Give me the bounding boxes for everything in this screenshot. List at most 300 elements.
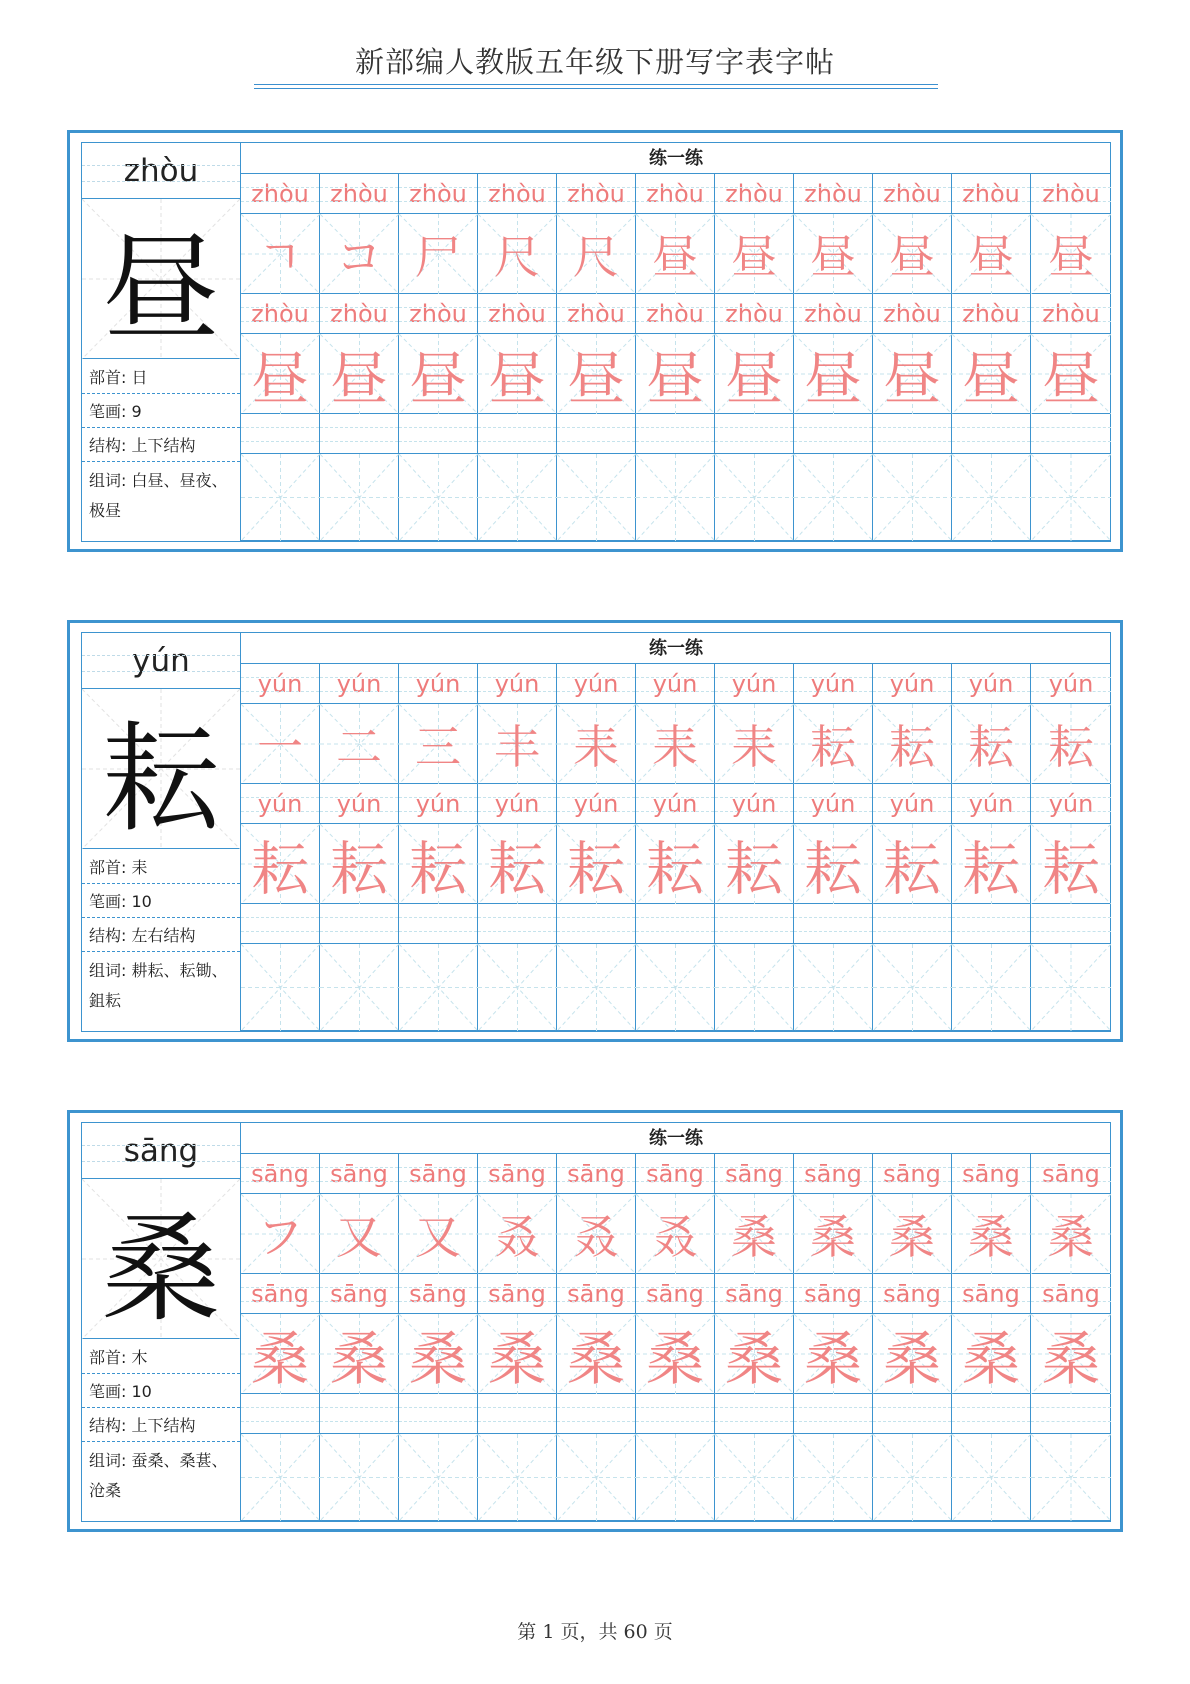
pinyin-practice-cell[interactable]: yún [794,664,873,704]
blank-writing-cell[interactable] [1031,454,1111,541]
pinyin-practice-cell[interactable]: sāng [241,1154,320,1194]
blank-writing-cell[interactable] [320,1434,399,1521]
blank-writing-cell[interactable] [399,1434,478,1521]
blank-pinyin-cell[interactable] [557,1394,636,1434]
blank-pinyin-cell[interactable] [873,904,952,944]
blank-pinyin-cell[interactable] [636,904,715,944]
pinyin-practice-cell[interactable]: yún [241,784,320,824]
pinyin-practice-cell[interactable]: yún [636,664,715,704]
main-char-box [82,199,240,359]
pinyin-practice-cell[interactable]: sāng [399,1274,478,1314]
pinyin-practice-cell[interactable]: yún [952,784,1031,824]
blank-writing-cell[interactable] [241,944,320,1031]
stroke-order-cell[interactable] [478,214,557,294]
blank-pinyin-cell[interactable] [794,904,873,944]
blank-writing-cell[interactable] [399,454,478,541]
trace-cell[interactable] [952,824,1031,904]
trace-cell[interactable] [320,824,399,904]
main-char: 昼 [101,220,220,358]
trace-char: 耘 [803,834,862,903]
trace-cell[interactable] [636,1314,715,1394]
pinyin-practice-cell[interactable]: sāng [873,1154,952,1194]
title-rule-top [254,84,938,85]
stroke-order-cell[interactable] [320,1194,399,1274]
stroke-order-cell[interactable] [557,1194,636,1274]
blank-writing-cell[interactable] [794,944,873,1031]
trace-cell[interactable] [1031,1314,1111,1394]
trace-char: 桑 [408,1324,467,1393]
blank-writing-cell[interactable] [715,1434,794,1521]
pinyin-practice-cell[interactable]: yún [241,664,320,704]
trace-char: 耘 [487,834,546,903]
pinyin-practice-cell[interactable]: zhòu [241,294,320,334]
stroke-order-cell[interactable] [794,214,873,294]
stroke-order-cell[interactable] [399,704,478,784]
pinyin-practice-cell[interactable]: yún [557,664,636,704]
rice-grid-guide [636,454,715,541]
stroke-order-cell[interactable] [952,1194,1031,1274]
pinyin-practice-cell[interactable]: yún [715,784,794,824]
rice-grid-guide [1031,1434,1111,1521]
blank-writing-cell[interactable] [320,944,399,1031]
blank-pinyin-cell[interactable] [1031,1394,1111,1434]
rice-grid-guide [478,454,557,541]
pinyin-practice-cell[interactable]: sāng [478,1274,557,1314]
rice-grid-guide [399,1434,478,1521]
pinyin-practice-cell[interactable]: yún [399,664,478,704]
trace-cell[interactable] [241,824,320,904]
stroke-step-char: 三 [415,719,461,774]
main-char: 耘 [101,710,220,848]
blank-pinyin-cell[interactable] [557,904,636,944]
pinyin-practice-cell[interactable]: sāng [320,1154,399,1194]
blank-writing-cell[interactable] [241,454,320,541]
stroke-order-cell[interactable] [873,1194,952,1274]
blank-writing-cell[interactable] [1031,944,1111,1031]
trace-char: 桑 [329,1324,388,1393]
stroke-step-char: 桑 [1048,1209,1094,1264]
blank-pinyin-cell[interactable] [636,1394,715,1434]
practice-header: 练一练 [241,1123,1111,1154]
pinyin-practice-cell[interactable]: zhòu [320,174,399,214]
stroke-order-cell[interactable] [636,704,715,784]
trace-char: 桑 [566,1324,625,1393]
pinyin-practice-cell[interactable]: yún [1031,664,1111,704]
pinyin-practice-cell[interactable]: zhòu [1031,174,1111,214]
stroke-step-char: 桑 [968,1209,1014,1264]
stroke-step-char: 桑 [810,1209,856,1264]
stroke-step-char: 叒 [573,1209,619,1264]
blank-pinyin-cell[interactable] [715,414,794,454]
trace-cell[interactable] [557,334,636,414]
pinyin-practice-cell[interactable]: zhòu [873,174,952,214]
pinyin-practice-cell[interactable]: sāng [715,1274,794,1314]
stroke-step-char: 耘 [1048,719,1094,774]
pinyin-practice-cell[interactable]: yún [478,784,557,824]
stroke-step-char: 尸 [415,229,461,284]
pinyin-practice-cell[interactable]: sāng [557,1274,636,1314]
word-examples: 组词: 蚕桑、桑葚、沧桑 [89,1451,228,1500]
pinyin-practice-cell[interactable]: sāng [399,1154,478,1194]
practice-header: 练一练 [241,143,1111,174]
blank-pinyin-cell[interactable] [478,414,557,454]
pinyin-practice-cell[interactable]: yún [873,664,952,704]
stroke-order-cell[interactable] [399,214,478,294]
stroke-order-cell[interactable] [715,214,794,294]
blank-writing-cell[interactable] [557,944,636,1031]
stroke-step-char: 耘 [810,719,856,774]
char-info-panel [82,633,241,1031]
structure-info: 结构: 上下结构 [82,1408,240,1442]
pinyin-practice-cell[interactable]: zhòu [715,174,794,214]
main-char-box [82,689,240,849]
pinyin-practice-cell[interactable]: sāng [636,1274,715,1314]
trace-cell[interactable] [399,334,478,414]
blank-pinyin-cell[interactable] [241,1394,320,1434]
blank-pinyin-cell[interactable] [320,1394,399,1434]
stroke-order-cell[interactable] [320,214,399,294]
stroke-order-cell[interactable] [241,214,320,294]
stroke-step-char: 又 [336,1209,382,1264]
blank-writing-cell[interactable] [241,1434,320,1521]
blank-writing-cell[interactable] [873,454,952,541]
stroke-step-char: 丰 [494,719,540,774]
blank-pinyin-cell[interactable] [241,414,320,454]
stroke-step-char: フ [257,1209,303,1264]
pinyin-practice-cell[interactable]: zhòu [241,174,320,214]
word-examples: 组词: 白昼、昼夜、极昼 [89,471,228,520]
blank-pinyin-cell[interactable] [794,414,873,454]
trace-char: 桑 [882,1324,941,1393]
trace-cell[interactable] [794,824,873,904]
trace-cell[interactable] [794,1314,873,1394]
trace-char: 昼 [329,344,388,413]
pinyin-practice-cell[interactable]: yún [557,784,636,824]
stroke-step-char: 桑 [889,1209,935,1264]
rice-grid-guide [557,1434,636,1521]
stroke-step-char: 又 [415,1209,461,1264]
practice-header: 练一练 [241,633,1111,664]
blank-writing-cell[interactable] [794,454,873,541]
pinyin-practice-cell[interactable]: yún [873,784,952,824]
pinyin-practice-cell[interactable]: sāng [952,1274,1031,1314]
blank-writing-cell[interactable] [478,454,557,541]
rice-grid-guide [715,454,794,541]
trace-cell[interactable] [399,824,478,904]
stroke-order-cell[interactable] [1031,214,1111,294]
blank-pinyin-cell[interactable] [952,414,1031,454]
trace-char: 昼 [408,344,467,413]
trace-cell[interactable] [241,334,320,414]
trace-char: 耘 [961,834,1020,903]
blank-pinyin-cell[interactable] [873,414,952,454]
blank-writing-cell[interactable] [636,944,715,1031]
blank-writing-cell[interactable] [478,1434,557,1521]
pinyin-practice-cell[interactable]: zhòu [636,174,715,214]
stroke-order-cell[interactable] [557,214,636,294]
pinyin-practice-cell[interactable]: yún [715,664,794,704]
char-info-panel [82,1123,241,1521]
pinyin-practice-cell[interactable]: sāng [794,1154,873,1194]
stroke-step-char: 桑 [731,1209,777,1264]
blank-pinyin-cell[interactable] [478,1394,557,1434]
rice-grid-guide [320,944,399,1031]
pinyin-practice-cell[interactable]: sāng [715,1154,794,1194]
trace-cell[interactable] [557,1314,636,1394]
blank-writing-cell[interactable] [557,1434,636,1521]
blank-pinyin-cell[interactable] [241,904,320,944]
blank-pinyin-cell[interactable] [478,904,557,944]
stroke-step-char: 昼 [968,229,1014,284]
trace-cell[interactable] [478,824,557,904]
pinyin-practice-cell[interactable]: zhòu [873,294,952,334]
trace-cell[interactable] [399,1314,478,1394]
blank-pinyin-cell[interactable] [399,904,478,944]
trace-cell[interactable] [952,334,1031,414]
rice-grid-guide [873,944,952,1031]
pinyin-practice-cell[interactable]: sāng [557,1154,636,1194]
pinyin-practice-cell[interactable]: yún [636,784,715,824]
blank-pinyin-cell[interactable] [320,904,399,944]
trace-cell[interactable] [873,824,952,904]
blank-pinyin-cell[interactable] [320,414,399,454]
pinyin-practice-cell[interactable]: sāng [1031,1154,1111,1194]
rice-grid-guide [715,944,794,1031]
main-char-box [82,1179,240,1339]
trace-char: 昼 [487,344,546,413]
blank-writing-cell[interactable] [952,454,1031,541]
pinyin-practice-cell[interactable]: zhòu [557,294,636,334]
pinyin-practice-cell[interactable]: sāng [794,1274,873,1314]
pinyin-practice-cell[interactable]: zhòu [794,294,873,334]
blank-writing-cell[interactable] [952,1434,1031,1521]
stroke-step-char: 昼 [810,229,856,284]
structure-info: 结构: 上下结构 [82,428,240,462]
pinyin-practice-cell[interactable]: yún [478,664,557,704]
trace-char: 桑 [724,1324,783,1393]
pinyin-practice-cell[interactable]: yún [399,784,478,824]
pinyin-practice-cell[interactable]: sāng [1031,1274,1111,1314]
trace-cell[interactable] [478,1314,557,1394]
trace-cell[interactable] [320,334,399,414]
stroke-order-cell[interactable] [715,1194,794,1274]
trace-char: 昼 [961,344,1020,413]
rice-grid-guide [636,1434,715,1521]
trace-cell[interactable] [794,334,873,414]
title-rule-bottom [254,88,938,89]
blank-writing-cell[interactable] [715,944,794,1031]
stroke-order-cell[interactable] [241,1194,320,1274]
stroke-order-cell[interactable] [794,1194,873,1274]
trace-cell[interactable] [1031,334,1111,414]
radical-info: 部首: 木 [82,1339,240,1374]
blank-writing-cell[interactable] [873,944,952,1031]
rice-grid-guide [557,944,636,1031]
trace-cell[interactable] [715,1314,794,1394]
stroke-step-char: 耒 [652,719,698,774]
stroke-step-char: 尺 [494,229,540,284]
blank-writing-cell[interactable] [715,454,794,541]
trace-char: 桑 [803,1324,862,1393]
stroke-order-cell[interactable] [1031,1194,1111,1274]
stroke-order-cell[interactable] [715,704,794,784]
card-inner-frame [81,142,1111,542]
trace-char: 桑 [645,1324,704,1393]
trace-char: 耘 [882,834,941,903]
stroke-order-cell[interactable] [952,214,1031,294]
blank-writing-cell[interactable] [636,1434,715,1521]
main-char: 桑 [101,1200,220,1338]
pinyin-practice-cell[interactable]: zhòu [399,174,478,214]
rice-grid-guide [478,944,557,1031]
stroke-order-cell[interactable] [1031,704,1111,784]
stroke-order-cell[interactable] [478,1194,557,1274]
stroke-order-cell[interactable] [794,704,873,784]
pinyin-practice-cell[interactable]: sāng [241,1274,320,1314]
char-card [67,620,1123,1042]
blank-pinyin-cell[interactable] [1031,904,1111,944]
pinyin-practice-cell[interactable]: sāng [636,1154,715,1194]
rice-grid-guide [636,944,715,1031]
blank-writing-cell[interactable] [636,454,715,541]
practice-grid [241,1123,1111,1521]
pinyin-practice-cell[interactable]: zhòu [478,174,557,214]
blank-pinyin-cell[interactable] [873,1394,952,1434]
pinyin-practice-cell[interactable]: sāng [320,1274,399,1314]
stroke-order-cell[interactable] [873,214,952,294]
stroke-step-char: 耒 [731,719,777,774]
card-inner-frame [81,632,1111,1032]
trace-cell[interactable] [873,334,952,414]
trace-char: 耘 [724,834,783,903]
page-footer: 第 1 页，共 60 页 [517,1621,673,1643]
blank-pinyin-cell[interactable] [715,1394,794,1434]
pinyin-practice-cell[interactable]: zhòu [952,174,1031,214]
practice-grid [241,143,1111,541]
stroke-step-char: 一 [257,719,303,774]
pinyin-practice-cell[interactable]: yún [320,664,399,704]
pinyin-practice-cell[interactable]: zhòu [794,174,873,214]
rice-grid-guide [399,944,478,1031]
stroke-step-char: 尺 [573,229,619,284]
stroke-order-cell[interactable] [952,704,1031,784]
trace-cell[interactable] [241,1314,320,1394]
char-card [67,1110,1123,1532]
stroke-order-cell[interactable] [873,704,952,784]
pinyin-practice-cell[interactable]: sāng [873,1274,952,1314]
pinyin-practice-cell[interactable]: zhòu [1031,294,1111,334]
stroke-count-info: 笔画: 10 [82,1374,240,1408]
stroke-order-cell[interactable] [320,704,399,784]
rice-grid-guide [952,944,1031,1031]
trace-cell[interactable] [636,824,715,904]
blank-writing-cell[interactable] [1031,1434,1111,1521]
stroke-order-cell[interactable] [636,214,715,294]
pinyin-practice-cell[interactable]: zhòu [715,294,794,334]
pinyin-practice-cell[interactable]: yún [952,664,1031,704]
rice-grid-guide [399,454,478,541]
blank-writing-cell[interactable] [873,1434,952,1521]
rice-grid-guide [320,454,399,541]
rice-grid-guide [241,1434,320,1521]
pinyin-practice-cell[interactable]: zhòu [478,294,557,334]
blank-pinyin-cell[interactable] [399,414,478,454]
blank-pinyin-cell[interactable] [557,414,636,454]
trace-cell[interactable] [952,1314,1031,1394]
trace-char: 耘 [250,834,309,903]
blank-writing-cell[interactable] [478,944,557,1031]
blank-writing-cell[interactable] [320,454,399,541]
stroke-step-char: 昼 [889,229,935,284]
blank-pinyin-cell[interactable] [1031,414,1111,454]
blank-writing-cell[interactable] [952,944,1031,1031]
pinyin-practice-cell[interactable]: yún [794,784,873,824]
pinyin-practice-cell[interactable]: yún [1031,784,1111,824]
blank-pinyin-cell[interactable] [952,904,1031,944]
pinyin-practice-cell[interactable]: yún [320,784,399,824]
pinyin-practice-cell[interactable]: sāng [478,1154,557,1194]
rice-grid-guide [952,454,1031,541]
stroke-step-char: 二 [336,719,382,774]
rice-grid-guide [794,454,873,541]
blank-pinyin-cell[interactable] [794,1394,873,1434]
stroke-order-cell[interactable] [636,1194,715,1274]
blank-pinyin-cell[interactable] [399,1394,478,1434]
trace-char: 桑 [487,1324,546,1393]
stroke-order-cell[interactable] [399,1194,478,1274]
pinyin-practice-cell[interactable]: zhòu [636,294,715,334]
stroke-step-char: コ [336,229,382,284]
trace-cell[interactable] [478,334,557,414]
rice-grid-guide [1031,944,1111,1031]
stroke-count-info: 笔画: 9 [82,394,240,428]
pinyin-practice-cell[interactable]: zhòu [320,294,399,334]
trace-char: 昼 [1041,344,1100,413]
pinyin-practice-cell[interactable]: zhòu [952,294,1031,334]
trace-cell[interactable] [557,824,636,904]
pinyin-practice-cell[interactable]: sāng [952,1154,1031,1194]
trace-cell[interactable] [715,334,794,414]
radical-info: 部首: 耒 [82,849,240,884]
stroke-order-cell[interactable] [241,704,320,784]
stroke-step-char: 昼 [1048,229,1094,284]
blank-pinyin-cell[interactable] [952,1394,1031,1434]
blank-pinyin-cell[interactable] [715,904,794,944]
trace-char: 昼 [645,344,704,413]
blank-writing-cell[interactable] [794,1434,873,1521]
blank-writing-cell[interactable] [399,944,478,1031]
blank-pinyin-cell[interactable] [636,414,715,454]
trace-cell[interactable] [1031,824,1111,904]
rice-grid-guide [952,1434,1031,1521]
pinyin-practice-cell[interactable]: zhòu [399,294,478,334]
trace-cell[interactable] [320,1314,399,1394]
card-inner-frame [81,1122,1111,1522]
trace-char: 昼 [724,344,783,413]
stroke-step-char: 昼 [731,229,777,284]
pinyin-practice-cell[interactable]: zhòu [557,174,636,214]
stroke-order-cell[interactable] [557,704,636,784]
main-pinyin: yún [82,633,240,689]
trace-char: 耘 [329,834,388,903]
trace-cell[interactable] [715,824,794,904]
stroke-order-cell[interactable] [478,704,557,784]
char-card [67,130,1123,552]
trace-char: 桑 [250,1324,309,1393]
trace-cell[interactable] [636,334,715,414]
blank-writing-cell[interactable] [557,454,636,541]
trace-cell[interactable] [873,1314,952,1394]
